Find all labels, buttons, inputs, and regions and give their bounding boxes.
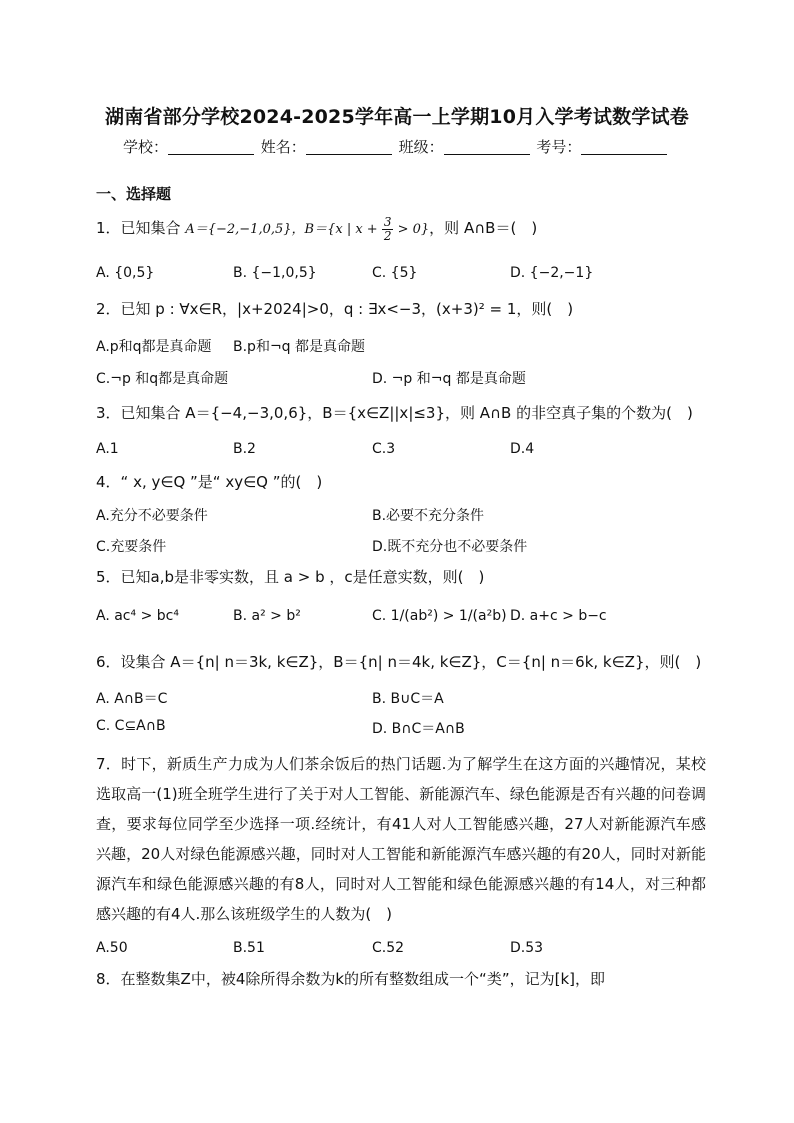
school-label: 学校： [123,138,169,156]
question-8-stem: 8．在整数集Z中，被4除所得余数为k的所有整数组成一个“类”，记为[k]，即 [96,970,605,988]
question-5-stem: 5．已知a,b是非零实数，且 a > b ，c是任意实数，则( ) [96,568,485,586]
q2-option-c[interactable]: C.¬p 和q都是真命题 [96,371,229,387]
q4-option-d[interactable]: D.既不充分也不必要条件 [372,539,528,555]
q2-option-a[interactable]: A.p和q都是真命题 [96,339,212,355]
q1-prefix: 1．已知集合 [96,219,181,237]
q7-option-c[interactable]: C.52 [372,940,405,956]
q7-option-d[interactable]: D.53 [510,940,544,956]
q1-tail: ，则 A∩B＝( ) [429,219,538,237]
q6-option-c[interactable]: C. C⊆A∩B [96,718,166,734]
q5-option-b[interactable]: B. a² > b² [233,608,301,624]
student-info-row [123,136,669,157]
question-4-stem: 4．“ x, y∈Q ”是“ xy∈Q ”的( ) [96,473,323,491]
q6-option-a[interactable]: A. A∩B＝C [96,691,168,707]
q1-option-d[interactable]: D. {−2,−1} [510,265,594,281]
name-label: 姓名： [260,138,306,156]
q5-option-c[interactable]: C. 1/(ab²) > 1/(a²b) [372,608,507,624]
q3-option-c[interactable]: C.3 [372,441,396,457]
question-2-stem: 2．已知 p : ∀x∈R，|x+2024|>0，q : ∃x<−3，(x+3)² = 1，则( ) [96,300,574,318]
q4-option-c[interactable]: C.充要条件 [96,539,167,555]
q3-option-a[interactable]: A.1 [96,441,119,457]
q3-option-d[interactable]: D.4 [510,441,535,457]
q1-option-c[interactable]: C. {5} [372,265,418,281]
class-blank[interactable] [444,140,530,155]
section-heading: 一、选择题 [96,185,172,203]
number-label: 考号： [536,138,582,156]
q1-option-a[interactable]: A. {0,5} [96,265,155,281]
question-1-stem [96,216,537,243]
class-label: 班级： [398,138,444,156]
number-blank[interactable] [581,140,667,155]
exam-title: 湖南省部分学校2024-2025学年高一上学期10月入学考试数学试卷 [105,106,689,128]
q6-option-d[interactable]: D. B∩C＝A∩B [372,721,465,737]
q5-option-a[interactable]: A. ac⁴ > bc⁴ [96,608,179,624]
q1-option-b[interactable]: B. {−1,0,5} [233,265,317,281]
school-blank[interactable] [168,140,254,155]
q6-option-b[interactable]: B. B∪C＝A [372,691,444,707]
q7-option-a[interactable]: A.50 [96,940,128,956]
question-3-stem: 3．已知集合 A＝{−4,−3,0,6}，B＝{x∈Z||x|≤3}，则 A∩B 的非空真子集的个数为( ) [96,404,693,422]
question-6-stem: 6．设集合 A＝{n| n＝3k, k∈Z}，B＝{n| n＝4k, k∈Z}，C＝{n| n＝6k, k∈Z}，则( ) [96,653,702,671]
q5-option-d[interactable]: D. a+c > b−c [510,608,607,624]
q1-set-b: {x | x + $\frac{3}{2}$ > 0} [327,215,430,243]
name-blank[interactable] [306,140,392,155]
q2-option-b[interactable]: B.p和¬q 都是真命题 [233,339,366,355]
question-7-stem: 7．时下，新质生产力成为人们茶余饭后的热门话题.为了解学生在这方面的兴趣情况，某校选取高一(1)班全班学生进行了关于对人工智能、新能源汽车、绿色能源是否有兴趣的问卷调查，要求每位同学至少选择一项.经统计，有41人对人工智能感兴趣，27人对新能源汽车感兴趣，20人对绿色能源感兴趣，同时对人工智能和新能源汽车感兴趣的有20人，同时对新能源汽车和绿色能源感兴趣的有8人，同时对人工智能和绿色能源感兴趣的有14人，对三种都感兴趣的有4人.那么该班级学生的人数为( ) [96,755,706,923]
q4-option-a[interactable]: A.充分不必要条件 [96,508,208,524]
q7-option-b[interactable]: B.51 [233,940,265,956]
q2-option-d[interactable]: D. ¬p 和¬q 都是真命题 [372,371,526,387]
q1-fraction: $\frac{3}{2}$ [383,215,392,243]
q1-set-a: A＝{−2,−1,0,5}，B＝ [185,222,328,237]
q4-option-b[interactable]: B.必要不充分条件 [372,508,485,524]
q3-option-b[interactable]: B.2 [233,441,256,457]
